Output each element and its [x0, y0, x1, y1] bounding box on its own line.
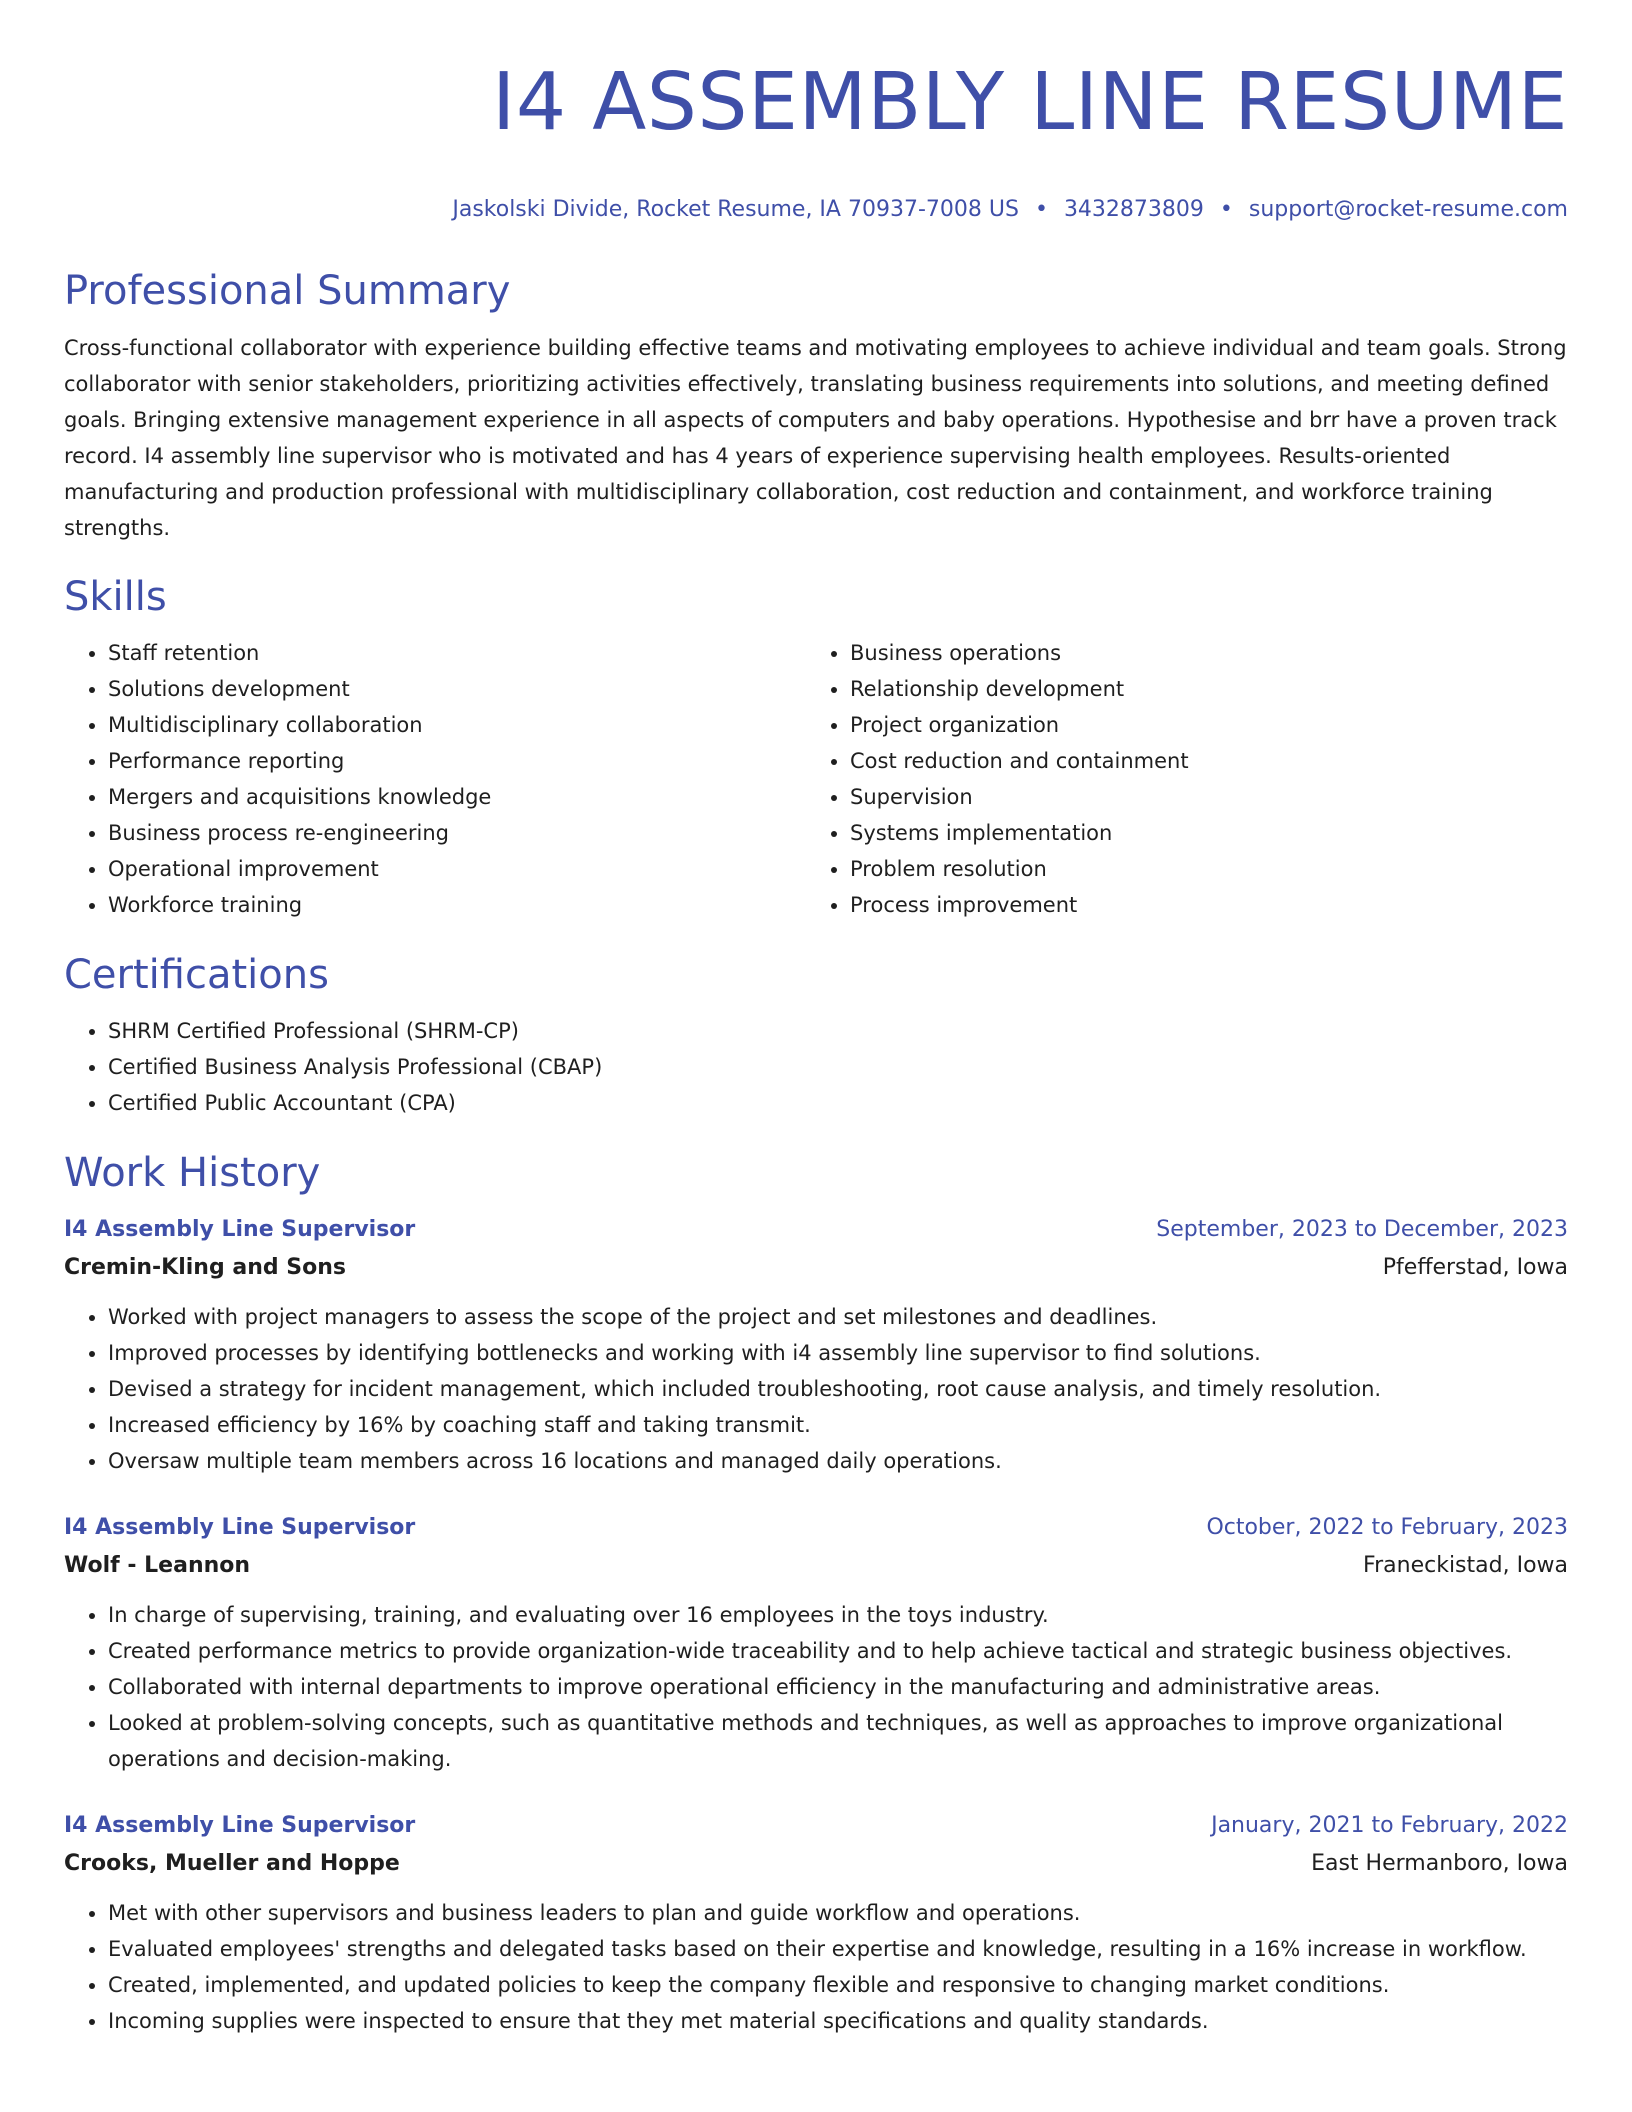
job-company-row [64, 1547, 1568, 1585]
job-duty: • Increased efficiency by 16% by coaching staff and taking transmit. [108, 1407, 1568, 1443]
job-duty: • Improved processes by identifying bottlenecks and working with i4 assembly line supervisor to find solutions. [108, 1335, 1568, 1371]
skill-item: • Cost reduction and containment [850, 743, 1548, 779]
work-history-heading: Work History [64, 1150, 321, 1196]
job-duty: • Collaborated with internal departments to improve operational efficiency in the manufacturing and administrative areas. [108, 1669, 1568, 1705]
skill-item: • Staff retention [108, 635, 806, 671]
skills-list-left [64, 635, 806, 923]
job-company-row [64, 1249, 1568, 1287]
job-title: I4 Assembly Line Supervisor [64, 1217, 416, 1242]
contact-separator: • [1219, 197, 1233, 222]
job-location: Pfefferstad, Iowa [1382, 1255, 1568, 1280]
skill-item: • Project organization [850, 707, 1548, 743]
job-company: Crooks, Mueller and Hoppe [64, 1851, 400, 1876]
job-duties-list [64, 1299, 1568, 1479]
skill-item: • Multidisciplinary collaboration [108, 707, 806, 743]
contact-email: support@rocket-resume.com [1248, 197, 1568, 222]
job-duty: • Oversaw multiple team members across 16 locations and managed daily operations. [108, 1443, 1568, 1479]
job-dates: January, 2021 to February, 2022 [1211, 1813, 1568, 1838]
job-duty: • Worked with project managers to assess the scope of the project and set milestones and deadlines. [108, 1299, 1568, 1335]
skill-item: • Solutions development [108, 671, 806, 707]
contact-phone: 3432873809 [1063, 197, 1204, 222]
job-dates: September, 2023 to December, 2023 [1156, 1217, 1568, 1242]
skill-item: • Mergers and acquisitions knowledge [108, 779, 806, 815]
skill-item: • Business operations [850, 635, 1548, 671]
certification-item: • SHRM Certified Professional (SHRM-CP) [108, 1013, 1568, 1049]
contact-info [64, 195, 1568, 225]
skill-item: • Business process re-engineering [108, 815, 806, 851]
job-duty: • Created, implemented, and updated policies to keep the company flexible and responsive to changing market conditions. [108, 1967, 1568, 2003]
certifications-list [64, 1013, 1568, 1121]
job-entry [64, 1509, 1568, 1777]
skill-item: • Supervision [850, 779, 1548, 815]
job-location: Franeckistad, Iowa [1363, 1553, 1568, 1578]
skills-column-right [806, 635, 1548, 923]
job-entry [64, 1807, 1568, 2039]
skills-heading: Skills [64, 574, 167, 620]
skill-item: • Problem resolution [850, 851, 1548, 887]
skill-item: • Systems implementation [850, 815, 1548, 851]
job-duty: • Devised a strategy for incident management, which included troubleshooting, root cause analysis, and timely resolution. [108, 1371, 1568, 1407]
job-duty: • In charge of supervising, training, and evaluating over 16 employees in the toys industry. [108, 1597, 1568, 1633]
certification-item: • Certified Business Analysis Professional (CBAP) [108, 1049, 1568, 1085]
skills-column-left [64, 635, 806, 923]
job-title-row [64, 1807, 1568, 1845]
summary-text: Cross-functional collaborator with experience building effective teams and motivating employees to achieve individual and team goals. Strong collaborator with senior stakeholders, prioritizing activities effectively, translating business requirements into solutions, and meeting defined goals. Bringing extensive management experience in all aspects of computers and baby operations. Hypothesise and brr have a proven track record. I4 assembly line supervisor who is motivated and has 4 years of experience supervising health employees. Results-oriented manufacturing and production professional with multidisciplinary collaboration, cost reduction and containment, and workforce training strengths. [64, 336, 1567, 540]
job-company: Cremin-Kling and Sons [64, 1255, 347, 1280]
certification-item: • Certified Public Accountant (CPA) [108, 1085, 1568, 1121]
skill-item: • Performance reporting [108, 743, 806, 779]
job-duties-list [64, 1895, 1568, 2039]
job-duty: • Met with other supervisors and business leaders to plan and guide workflow and operations. [108, 1895, 1568, 1931]
job-company-row [64, 1845, 1568, 1883]
skill-item: • Process improvement [850, 887, 1548, 923]
job-title-row [64, 1509, 1568, 1547]
skills-grid [64, 635, 1568, 923]
job-dates: October, 2022 to February, 2023 [1206, 1515, 1568, 1540]
skill-item: • Relationship development [850, 671, 1548, 707]
job-duty: • Created performance metrics to provide organization-wide traceability and to help achieve tactical and strategic business objectives. [108, 1633, 1568, 1669]
job-duty: • Looked at problem-solving concepts, such as quantitative methods and techniques, as well as approaches to improve organizational operations and decision-making. [108, 1705, 1568, 1777]
summary-heading: Professional Summary [64, 268, 511, 314]
resume-title: I4 ASSEMBLY LINE RESUME [492, 56, 1568, 148]
contact-address: Jaskolski Divide, Rocket Resume, IA 70937-7008 US [452, 197, 1019, 222]
job-duty: • Incoming supplies were inspected to ensure that they met material specifications and quality standards. [108, 2003, 1568, 2039]
job-company: Wolf - Leannon [64, 1553, 251, 1578]
job-title: I4 Assembly Line Supervisor [64, 1515, 416, 1540]
job-location: East Hermanboro, Iowa [1311, 1851, 1568, 1876]
job-duty: • Evaluated employees' strengths and delegated tasks based on their expertise and knowledge, resulting in a 16% increase in workflow. [108, 1931, 1568, 1967]
job-duties-list [64, 1597, 1568, 1777]
job-title-row [64, 1211, 1568, 1249]
skill-item: • Operational improvement [108, 851, 806, 887]
skill-item: • Workforce training [108, 887, 806, 923]
job-entry [64, 1211, 1568, 1479]
skills-list-right [806, 635, 1548, 923]
contact-separator: • [1034, 197, 1048, 222]
certifications-heading: Certifications [64, 952, 329, 998]
job-title: I4 Assembly Line Supervisor [64, 1813, 416, 1838]
